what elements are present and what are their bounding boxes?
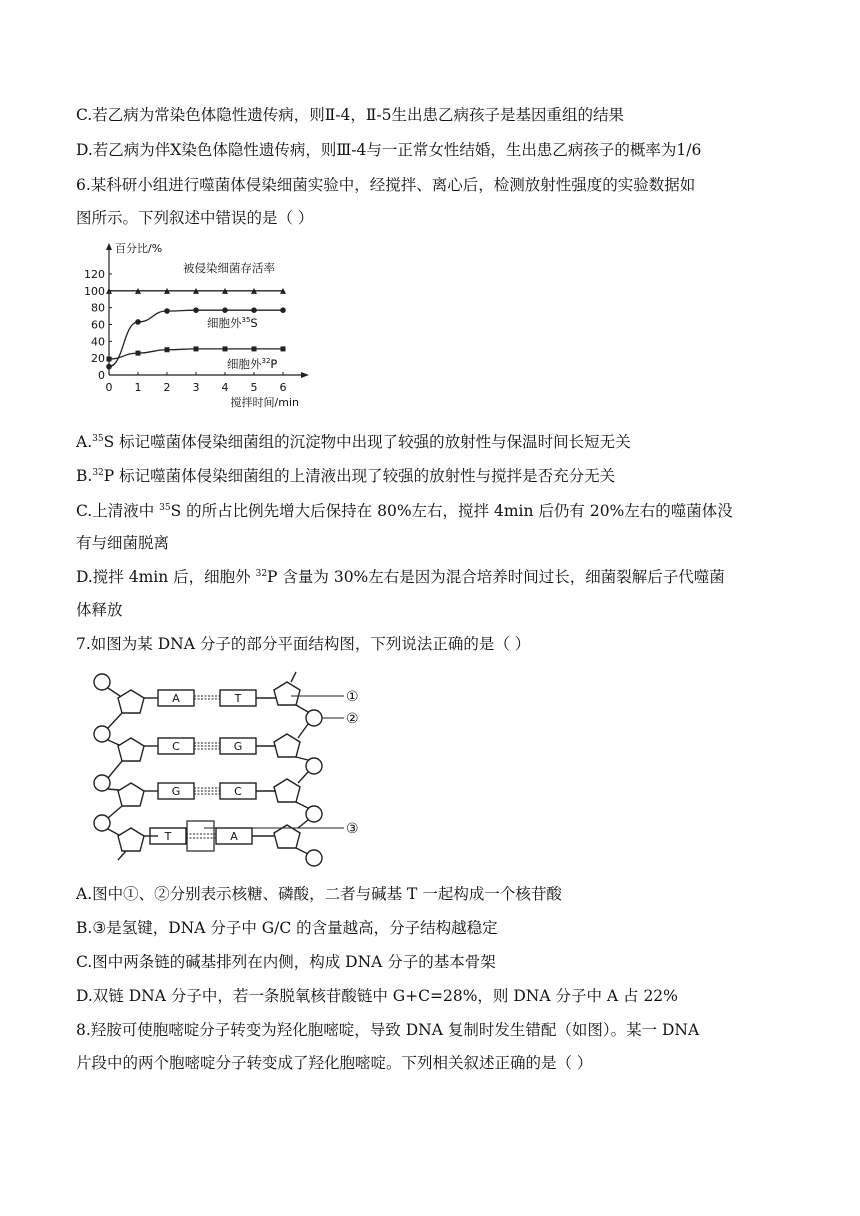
data-point (193, 307, 199, 313)
phosphate-circle (306, 806, 322, 822)
dna-diagram (86, 668, 376, 873)
y-tick-label: 60 (91, 318, 105, 332)
q7-option-a: A.图中①、②分别表示核糖、磷酸，二者与碱基 T 一起构成一个核苷酸 (76, 885, 562, 903)
base-letter: G (233, 740, 243, 753)
data-point (222, 307, 228, 313)
callout-3: ③ (346, 821, 359, 837)
series-label-35s: 细胞外$^{35}$S (207, 316, 258, 330)
q7-option-c: C.图中两条链的碱基排列在内侧，构成 DNA 分子的基本骨架 (76, 953, 496, 971)
y-tick-label: 0 (98, 369, 105, 382)
series-label-survival: 被侵染细菌存活率 (183, 261, 275, 275)
data-point (136, 351, 141, 356)
y-tick-label: 20 (91, 352, 105, 366)
data-point (280, 307, 286, 313)
x-tick-label: 0 (105, 381, 113, 394)
sugar-pentagon (118, 738, 144, 761)
data-point (194, 346, 199, 351)
data-point (165, 347, 170, 352)
sugar-pentagon (274, 734, 300, 757)
q6-option-c-line1: C.上清液中 $^{35}$S 的所占比例先增大后保持在 80%左右，搅拌 4min 后仍有 20%左右的噬菌体没 (76, 502, 733, 520)
y-tick-label: 120 (84, 268, 105, 281)
phosphate-circle (94, 815, 110, 831)
y-axis-label: 百分比/% (115, 242, 163, 255)
sugar-pentagon (274, 682, 300, 705)
y-axis-arrow (106, 243, 112, 250)
series-label-32p: 细胞外$^{32}$P (227, 357, 278, 371)
dna-structure-figure (86, 668, 376, 877)
phosphate-circle (94, 674, 110, 690)
q6-option-d-line2: 体释放 (76, 601, 123, 619)
base-letter: T (164, 830, 172, 843)
data-point (106, 364, 112, 370)
phosphate-circle (306, 710, 322, 726)
q6-option-c-line2: 有与细菌脱离 (76, 534, 170, 552)
base-letter: C (172, 740, 180, 753)
x-tick-label: 6 (279, 381, 287, 394)
q8-stem-line2: 片段中的两个胞嘧啶分子转变成了羟化胞嘧啶。下列相关叙述正确的是（ ） (76, 1054, 593, 1072)
data-point (135, 319, 141, 325)
phosphate-circle (94, 726, 110, 742)
callout-2: ② (346, 711, 359, 727)
y-tick-label: 100 (84, 284, 105, 298)
base-letter: A (172, 692, 180, 705)
x-tick-label: 4 (221, 381, 229, 394)
sugar-pentagon (118, 690, 144, 713)
data-point (281, 346, 286, 351)
q6-stem-line2: 图所示。下列叙述中错误的是（ ） (76, 209, 314, 227)
q7-option-d: D.双链 DNA 分子中，若一条脱氧核苷酸链中 G+C=28%，则 DNA 分子中 A 占 22% (76, 987, 678, 1005)
x-tick-label: 2 (163, 381, 171, 394)
y-tick-label: 40 (91, 335, 105, 349)
sugar-pentagon (118, 783, 144, 806)
x-axis-label: 搅拌时间/min (230, 396, 299, 409)
sugar-pentagon (274, 779, 300, 802)
data-point (107, 357, 112, 362)
phosphate-circle (306, 758, 322, 774)
q6-stem-line1: 6.某科研小组进行噬菌体侵染细菌实验中，经搅拌、离心后，检测放射性强度的实验数据如 (76, 176, 696, 194)
data-point (223, 346, 228, 351)
q5-option-d: D.若乙病为伴X染色体隐性遗传病，则Ⅲ-4与一正常女性结婚，生出患乙病孩子的概率为1/6 (76, 141, 702, 159)
q6-option-a: A.$^{35}$S 标记噬菌体侵染细菌组的沉淀物中出现了较强的放射性与保温时间长短无关 (76, 433, 631, 451)
sugar-pentagon (118, 828, 144, 851)
x-tick-label: 5 (250, 381, 258, 394)
x-tick-label: 3 (192, 381, 200, 394)
base-letter: A (230, 830, 238, 843)
q6-option-b: B.$^{32}$P 标记噬菌体侵染细菌组的上清液出现了较强的放射性与搅拌是否充分无关 (76, 467, 616, 485)
base-letter: C (234, 785, 242, 798)
q5-option-c: C.若乙病为常染色体隐性遗传病，则Ⅱ-4，Ⅱ-5生出患乙病孩子是基因重组的结果 (76, 106, 625, 124)
q7-option-b: B.③是氢键，DNA 分子中 G/C 的含量越高，分子结构越稳定 (76, 919, 498, 937)
q6-option-d-line1: D.搅拌 4min 后，细胞外 $^{32}$P 含量为 30%左右是因为混合培养时间过长，细菌裂解后子代噬菌 (76, 568, 725, 586)
phosphate-circle (306, 850, 322, 866)
data-point (252, 346, 257, 351)
data-point (164, 308, 170, 314)
q8-stem-line1: 8.羟胺可使胞嘧啶分子转变为羟化胞嘧啶，导致 DNA 复制时发生错配（如图）。某一 DNA (76, 1021, 700, 1039)
callout-1: ① (346, 689, 359, 705)
radioactivity-chart (80, 240, 320, 424)
q7-stem: 7.如图为某 DNA 分子的部分平面结构图，下列说法正确的是（ ） (76, 635, 531, 653)
x-tick-label: 1 (134, 381, 142, 394)
base-letter: T (234, 692, 242, 705)
y-tick-label: 80 (91, 301, 105, 315)
base-letter: G (171, 785, 181, 798)
x-axis-arrow (301, 372, 309, 378)
data-point (251, 307, 257, 313)
chart-canvas (80, 240, 320, 420)
